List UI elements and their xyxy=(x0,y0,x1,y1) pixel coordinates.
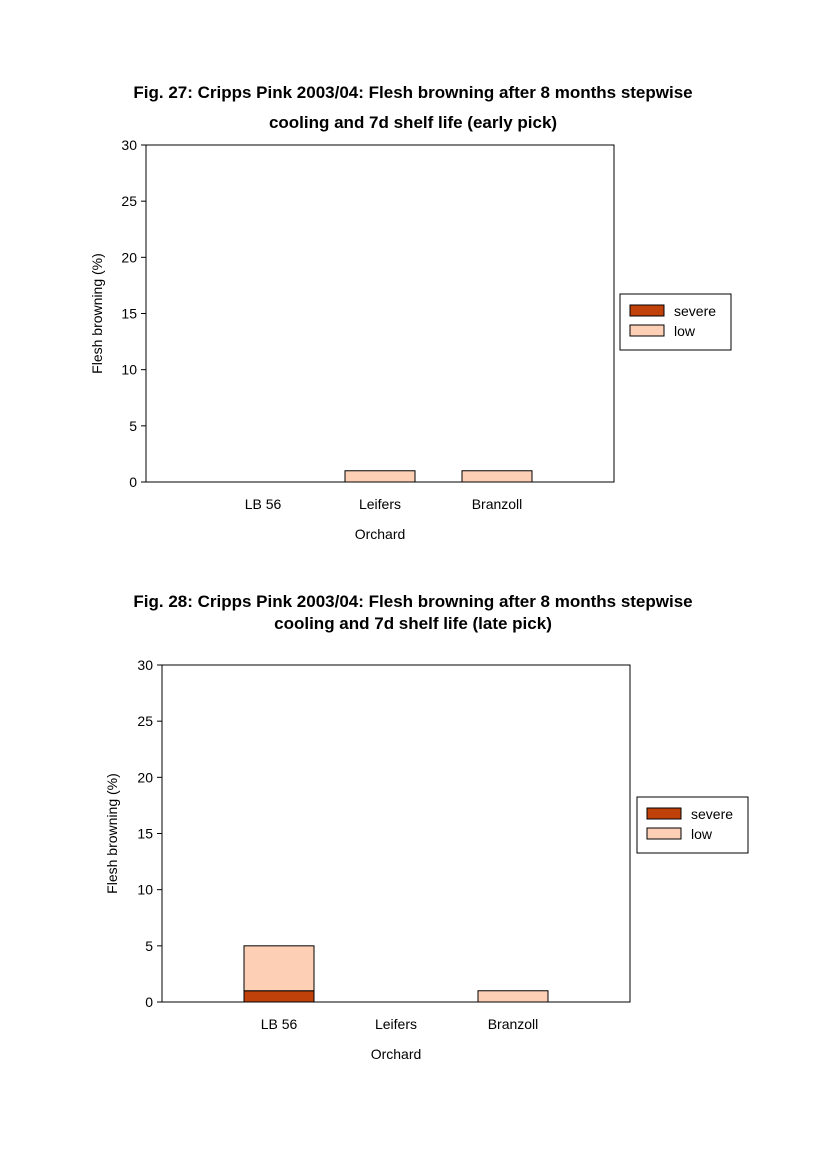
chart-title-line-2: cooling and 7d shelf life (early pick) xyxy=(268,113,558,132)
bar-low-lb-56 xyxy=(244,946,314,991)
legend-label-severe: severe xyxy=(691,806,734,822)
x-tick-label: Leifers xyxy=(358,496,402,512)
y-tick-label: 0 xyxy=(129,474,137,490)
x-tick-label: Branzoll xyxy=(487,1016,539,1032)
legend-label-severe: severe xyxy=(674,303,717,319)
legend-swatch-low xyxy=(647,828,681,839)
plot-area xyxy=(162,665,630,1002)
x-axis-label: Orchard xyxy=(370,1046,422,1062)
bar-low-leifers xyxy=(345,471,415,482)
chart-title-line-1: Fig. 27: Cripps Pink 2003/04: Flesh browning after 8 months stepwise xyxy=(133,83,693,102)
chart-title-line-1: Fig. 28: Cripps Pink 2003/04: Flesh browning after 8 months stepwise xyxy=(133,592,693,611)
bar-low-branzoll xyxy=(478,991,548,1002)
y-tick-label: 25 xyxy=(137,713,153,730)
y-axis-label: Flesh browning (%) xyxy=(89,253,105,374)
x-tick-label: Leifers xyxy=(374,1016,418,1032)
figure-27 xyxy=(0,70,826,550)
bar-chart xyxy=(0,70,826,550)
y-tick-label: 15 xyxy=(121,305,137,322)
bar-low-branzoll xyxy=(462,471,532,482)
y-tick-label: 10 xyxy=(121,361,137,378)
bar-chart xyxy=(0,588,826,1078)
figure-28 xyxy=(0,588,826,1078)
y-tick-label: 30 xyxy=(137,657,153,673)
chart-title-line-2: cooling and 7d shelf life (late pick) xyxy=(274,614,552,633)
y-tick-label: 5 xyxy=(145,937,153,954)
legend-label-low: low xyxy=(674,323,696,339)
y-tick-label: 15 xyxy=(137,825,153,842)
plot-area xyxy=(146,145,614,482)
y-tick-label: 20 xyxy=(137,769,153,786)
y-tick-label: 5 xyxy=(129,417,137,434)
x-tick-label: LB 56 xyxy=(244,496,282,512)
legend-swatch-severe xyxy=(630,305,664,316)
y-tick-label: 30 xyxy=(121,137,137,153)
y-tick-label: 0 xyxy=(145,994,153,1010)
x-tick-label: Branzoll xyxy=(471,496,523,512)
y-tick-label: 20 xyxy=(121,249,137,266)
legend-swatch-low xyxy=(630,325,664,336)
y-tick-label: 10 xyxy=(137,881,153,898)
y-axis-label: Flesh browning (%) xyxy=(104,773,120,894)
legend-swatch-severe xyxy=(647,808,681,819)
legend-label-low: low xyxy=(691,826,713,842)
bar-severe-lb-56 xyxy=(244,991,314,1002)
y-tick-label: 25 xyxy=(121,193,137,210)
x-axis-label: Orchard xyxy=(354,526,406,542)
x-tick-label: LB 56 xyxy=(260,1016,298,1032)
